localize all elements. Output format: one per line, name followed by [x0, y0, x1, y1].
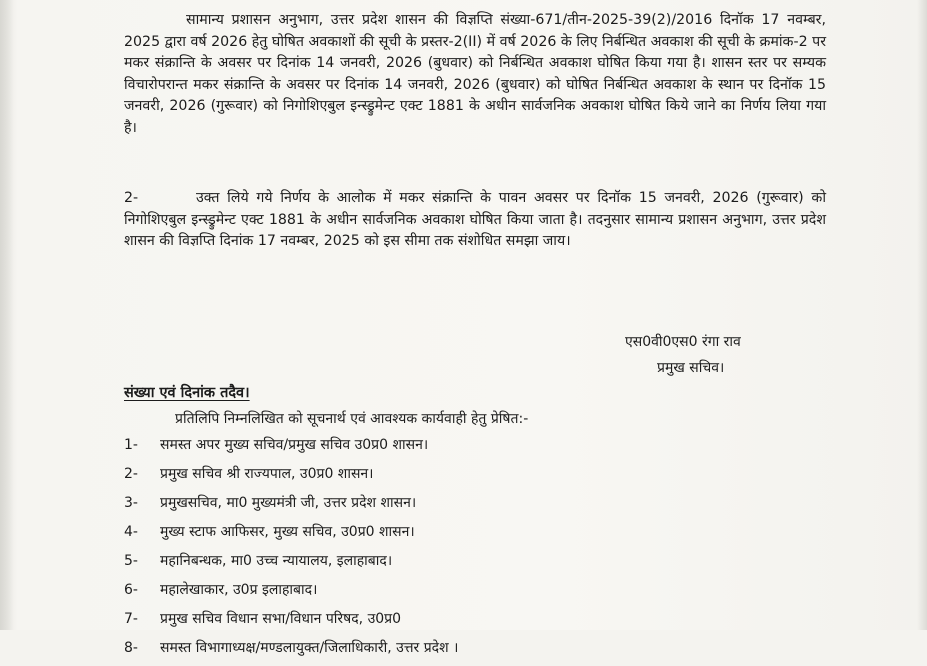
page-edge-shadow-left — [0, 0, 14, 630]
list-item-text: महानिबन्धक, मा0 उच्च न्यायालय, इलाहाबाद। — [160, 553, 393, 569]
recipient-list — [124, 434, 458, 666]
paragraph-2-text: उक्त लिये गये निर्णय के आलोक में मकर संक्रान्ति के पावन अवसर पर दिनॉक 15 जनवरी, 2026 (गुरूवार) को निगोशिएबुल इन्स्ड्रुमेन्ट एक्ट 1881 के अधीन सार्वजनिक अवकाश घोषित किया जाता है। तदनुसार सामान्य प्रशासन अनुभाग, उत्तर प्रदेश शासन की विज्ञप्ति दिनांक 17 नवम्बर, 2025 को इस सीमा तक संशोधित समझा जाय। — [124, 190, 826, 250]
list-item-number: 1- — [124, 437, 138, 453]
list-item-text: महालेखाकार, उ0प्र इलाहाबाद। — [160, 582, 318, 598]
paragraph-2-number: 2- — [124, 190, 139, 206]
signatory-designation: प्रमुख सचिव। — [657, 360, 725, 376]
list-item-text: समस्त अपर मुख्य सचिव/प्रमुख सचिव उ0प्र0 शासन। — [160, 437, 429, 453]
list-item-number: 2- — [124, 466, 138, 482]
list-item-text: मुख्य स्टाफ आफिसर, मुख्य सचिव, उ0प्र0 शासन। — [160, 524, 415, 540]
list-item-text: प्रमुखसचिव, मा0 मुख्यमंत्री जी, उत्तर प्रदेश शासन। — [160, 495, 417, 511]
signatory-name: एस0वी0एस0 रंगा राव — [625, 334, 741, 350]
list-item-number: 7- — [124, 611, 138, 627]
list-item-text: समस्त विभागाध्यक्ष/मण्डलायुक्त/जिलाधिकारी, उत्तर प्रदेश । — [160, 640, 459, 656]
paragraph-1: सामान्य प्रशासन अनुभाग, उत्तर प्रदेश शासन की विज्ञप्ति संख्या-671/तीन-2025-39(2)/2016 दिनॉक 17 नवम्बर, 2025 द्वारा वर्ष 2026 हेतु घोषित अवकाशों की सूची के प्रस्तर-2(II) में वर्ष 2026 के लिए निर्बन्धित अवकाश की सूची के क्रमांक-2 पर मकर संक्रान्ति के अवसर पर दिनांक 14 जनवरी, 2026 (बुधवार) को निर्बन्धित अवकाश घोषित किया गया है। शासन स्तर पर सम्यक विचारोपरान्त मकर संक्रान्ति के अवसर पर दिनांक 14 जनवरी, 2026 (बुधवार) को घोषित निर्बन्धित अवकाश के स्थान पर दिनॉक 15 जनवरी, 2026 (गुरूवार) को निगोशिएबुल इन्स्ड्रुमेन्ट एक्ट 1881 के अधीन सार्वजनिक अवकाश घोषित किये जाने का निर्णय लिया गया है। — [124, 12, 826, 136]
copy-intro: प्रतिलिपि निम्नलिखित को सूचनार्थ एवं आवश्यक कार्यवाही हेतु प्रेषित:- — [175, 411, 529, 427]
list-item — [124, 521, 458, 550]
list-item-text: प्रमुख सचिव श्री राज्यपाल, उ0प्र0 शासन। — [160, 466, 374, 482]
list-item-number: 4- — [124, 524, 138, 540]
list-item-text: प्रमुख सचिव विधान सभा/विधान परिषद, उ0प्र0 — [160, 611, 402, 627]
list-item — [124, 637, 458, 666]
list-item-number: 6- — [124, 582, 138, 598]
page-edge-shadow-right — [917, 0, 927, 630]
list-item — [124, 579, 458, 608]
list-item — [124, 608, 458, 637]
list-item-number: 3- — [124, 495, 138, 511]
paragraph-2 — [124, 188, 826, 253]
list-item — [124, 492, 458, 521]
list-item — [124, 550, 458, 579]
reference-heading: संख्या एवं दिनांक तदैव। — [124, 385, 250, 401]
list-item — [124, 463, 458, 492]
list-item-number: 5- — [124, 553, 138, 569]
list-item-number: 8- — [124, 640, 138, 656]
list-item — [124, 434, 458, 463]
